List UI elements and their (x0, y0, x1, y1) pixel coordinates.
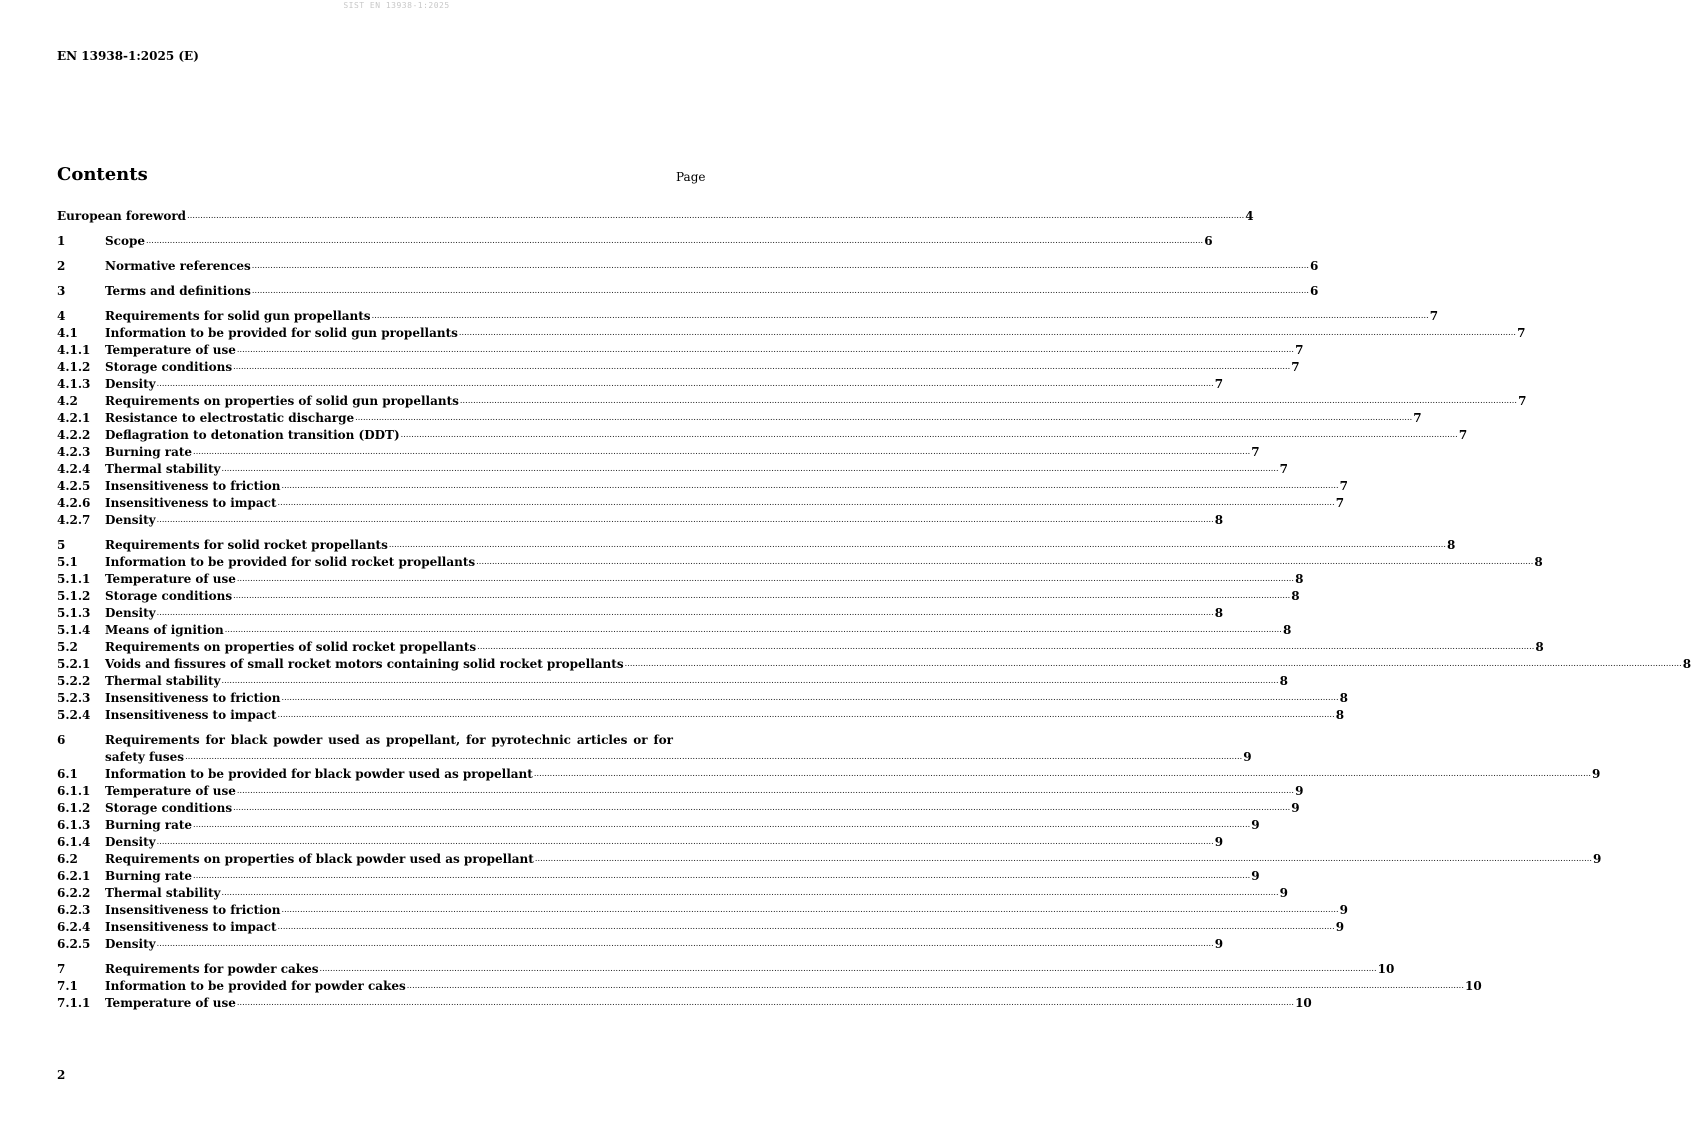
toc-entry-title: Normative references (105, 259, 251, 273)
toc-entry-number: 5.1 (57, 555, 78, 569)
toc-entry-number: 7.1 (57, 979, 78, 993)
toc-leader-dots: ................................................................................................................................................................................................................................................................................................................................................................................................................ (236, 786, 1295, 795)
toc-entry-title: Thermal stability (105, 674, 221, 688)
toc-leader-dots: ................................................................................................................................................................................................................................................................................................................................................................................................................ (534, 854, 1593, 863)
toc-leader-dots: ................................................................................................................................................................................................................................................................................................................................................................................................................ (281, 481, 1339, 490)
toc-entry-page: 7 (1279, 462, 1289, 476)
toc-entry[interactable] (57, 834, 1224, 851)
toc-entry-page: 9 (1593, 852, 1602, 866)
toc-entry-title: Temperature of use (105, 572, 236, 586)
toc-entry-title: Requirements for black powder used as propellant, for pyrotechnic articles or for (105, 733, 673, 747)
toc-entry-number: 6.2.3 (57, 903, 91, 917)
toc-leader-dots: ................................................................................................................................................................................................................................................................................................................................................................................................................ (221, 676, 1279, 685)
page-column-label: Page (676, 170, 706, 184)
toc-entry[interactable] (57, 605, 1224, 622)
toc-entry[interactable] (57, 233, 1213, 250)
toc-entry-number: 5 (57, 538, 66, 552)
toc-entry-number: 5.1.1 (57, 572, 91, 586)
toc-entry-title: Insensitiveness to friction (105, 691, 281, 705)
toc-entry-page: 8 (1214, 513, 1224, 527)
toc-entry-number: 4.2 (57, 394, 78, 408)
toc-entry-page: 9 (1279, 886, 1289, 900)
toc-entry-title: Requirements for powder cakes (105, 962, 319, 976)
toc-entry-page: 9 (1339, 903, 1348, 917)
toc-entry-title-continued: safety fuses (105, 750, 185, 764)
toc-entry[interactable] (57, 588, 1300, 605)
toc-entry-number: 6 (57, 733, 66, 747)
toc-leader-dots: ................................................................................................................................................................................................................................................................................................................................................................................................................ (277, 710, 1335, 719)
toc-entry-number: 6.2 (57, 852, 78, 866)
toc-entry-page: 8 (1291, 589, 1300, 603)
toc-entry-number: 4.2.2 (57, 428, 91, 442)
toc-entry-title: Storage conditions (105, 801, 233, 815)
toc-leader-dots: ................................................................................................................................................................................................................................................................................................................................................................................................................ (406, 981, 1464, 990)
toc-entry-page: 8 (1335, 708, 1345, 722)
toc-entry-number: 7.1.1 (57, 996, 91, 1010)
toc-entry[interactable] (57, 258, 1319, 275)
toc-leader-dots: ................................................................................................................................................................................................................................................................................................................................................................................................................ (400, 430, 1458, 439)
toc-entry-page: 9 (1251, 818, 1260, 832)
toc-entry-page: 7 (1339, 479, 1348, 493)
toc-leader-dots: ................................................................................................................................................................................................................................................................................................................................................................................................................ (277, 922, 1335, 931)
toc-leader-dots: ................................................................................................................................................................................................................................................................................................................................................................................................................ (277, 498, 1335, 507)
toc-entry[interactable] (57, 410, 1422, 427)
toc-entry-number: 7 (57, 962, 66, 976)
toc-entry-page: 7 (1214, 377, 1224, 391)
toc-entry-title: Storage conditions (105, 360, 233, 374)
toc-entry-continuation[interactable] (57, 749, 1252, 766)
toc-entry[interactable] (57, 308, 1439, 325)
toc-entry-page: 9 (1243, 750, 1252, 764)
toc-entry-number: 6.2.5 (57, 937, 91, 951)
toc-entry[interactable] (57, 639, 1544, 656)
toc-entry[interactable] (57, 359, 1300, 376)
toc-entry[interactable] (57, 537, 1456, 554)
toc-leader-dots: ................................................................................................................................................................................................................................................................................................................................................................................................................ (221, 888, 1279, 897)
toc-leader-dots: ................................................................................................................................................................................................................................................................................................................................................................................................................ (533, 769, 1591, 778)
toc-entry-title: Insensitiveness to friction (105, 903, 281, 917)
toc-entry-title: Burning rate (105, 869, 193, 883)
toc-entry-page: 9 (1291, 801, 1300, 815)
toc-entry-title: Temperature of use (105, 343, 236, 357)
toc-entry-page: 8 (1295, 572, 1304, 586)
toc-entry-title: Requirements on properties of solid gun propellants (105, 394, 459, 408)
toc-entry-page: 9 (1335, 920, 1345, 934)
toc-entry-number: 6.1 (57, 767, 78, 781)
toc-entry-title: Density (105, 513, 156, 527)
toc-entry-title: Insensitiveness to impact (105, 496, 277, 510)
toc-entry-title: Burning rate (105, 445, 193, 459)
toc-entry[interactable] (57, 376, 1224, 393)
page-number: 2 (57, 1068, 66, 1082)
toc-entry-page: 8 (1279, 674, 1289, 688)
toc-entry[interactable] (57, 461, 1289, 478)
toc-leader-dots: ................................................................................................................................................................................................................................................................................................................................................................................................................ (233, 362, 1291, 371)
toc-entry-number: 5.2.2 (57, 674, 91, 688)
toc-leader-dots: ................................................................................................................................................................................................................................................................................................................................................................................................................ (187, 211, 1245, 220)
toc-entry[interactable] (57, 393, 1527, 410)
toc-entry-page: 4 (1245, 209, 1254, 223)
watermark: SIST EN 13938-1:2025 (343, 1, 450, 10)
toc-leader-dots: ................................................................................................................................................................................................................................................................................................................................................................................................................ (281, 693, 1339, 702)
toc-entry-title: Requirements for solid gun propellants (105, 309, 371, 323)
toc-leader-dots: ................................................................................................................................................................................................................................................................................................................................................................................................................ (236, 574, 1295, 583)
toc-entry-multiline[interactable] (57, 732, 673, 749)
toc-entry-page: 10 (1464, 979, 1482, 993)
toc-entry-page: 8 (1214, 606, 1224, 620)
toc-entry-title: European foreword (57, 209, 187, 223)
toc-entry-title: Density (105, 606, 156, 620)
toc-leader-dots: ................................................................................................................................................................................................................................................................................................................................................................................................................ (281, 905, 1339, 914)
toc-entry-number: 2 (57, 259, 66, 273)
toc-entry-page: 7 (1295, 343, 1304, 357)
toc-entry[interactable] (57, 800, 1300, 817)
toc-entry[interactable] (57, 885, 1289, 902)
toc-leader-dots: ................................................................................................................................................................................................................................................................................................................................................................................................................ (233, 803, 1291, 812)
toc-leader-dots: ................................................................................................................................................................................................................................................................................................................................................................................................................ (156, 939, 1214, 948)
toc-entry[interactable] (57, 325, 1526, 342)
toc-entry-number: 6.1.2 (57, 801, 91, 815)
toc-leader-dots: ................................................................................................................................................................................................................................................................................................................................................................................................................ (156, 515, 1214, 524)
toc-entry-page: 6 (1204, 234, 1213, 248)
toc-entry-page: 7 (1251, 445, 1260, 459)
toc-entry-number: 5.2.3 (57, 691, 91, 705)
toc-entry-number: 4 (57, 309, 66, 323)
toc-leader-dots: ................................................................................................................................................................................................................................................................................................................................................................................................................ (355, 413, 1413, 422)
toc-entry-number: 4.2.1 (57, 411, 91, 425)
toc-entry[interactable] (57, 690, 1348, 707)
toc-entry[interactable] (57, 673, 1289, 690)
toc-leader-dots: ................................................................................................................................................................................................................................................................................................................................................................................................................ (233, 591, 1291, 600)
toc-leader-dots: ................................................................................................................................................................................................................................................................................................................................................................................................................ (156, 837, 1214, 846)
toc-entry-title: Information to be provided for solid rocket propellants (105, 555, 476, 569)
toc-leader-dots: ................................................................................................................................................................................................................................................................................................................................................................................................................ (221, 464, 1279, 473)
toc-entry-title: Requirements on properties of solid rocket propellants (105, 640, 477, 654)
toc-entry-number: 5.1.3 (57, 606, 91, 620)
toc-entry-title: Requirements on properties of black powder used as propellant (105, 852, 534, 866)
toc-entry-number: 3 (57, 284, 66, 298)
toc-entry-number: 4.1 (57, 326, 78, 340)
toc-entry-page: 8 (1682, 657, 1691, 671)
toc-entry-title: Insensitiveness to friction (105, 479, 281, 493)
toc-entry-page: 7 (1413, 411, 1422, 425)
toc-entry-title: Resistance to electrostatic discharge (105, 411, 355, 425)
toc-entry-title: Means of ignition (105, 623, 224, 637)
toc-entry-page: 6 (1309, 259, 1319, 273)
toc-entry-title: Density (105, 937, 156, 951)
toc-entry-number: 5.1.4 (57, 623, 91, 637)
toc-entry-page: 9 (1214, 937, 1224, 951)
toc-entry[interactable] (57, 919, 1345, 936)
toc-entry[interactable] (57, 961, 1395, 978)
toc-entry[interactable] (57, 444, 1260, 461)
toc-entry-page: 7 (1291, 360, 1300, 374)
contents-title: Contents (57, 164, 148, 185)
toc-entry-number: 6.1.3 (57, 818, 91, 832)
toc-leader-dots: ................................................................................................................................................................................................................................................................................................................................................................................................................ (156, 608, 1214, 617)
toc-entry-page: 8 (1282, 623, 1292, 637)
toc-entry[interactable] (57, 283, 1319, 300)
toc-entry[interactable] (57, 902, 1348, 919)
toc-entry[interactable] (57, 512, 1224, 529)
toc-entry-number: 4.1.3 (57, 377, 91, 391)
toc-entry-title: Thermal stability (105, 462, 221, 476)
toc-leader-dots: ................................................................................................................................................................................................................................................................................................................................................................................................................ (371, 311, 1429, 320)
toc-entry[interactable] (57, 817, 1260, 834)
toc-leader-dots: ................................................................................................................................................................................................................................................................................................................................................................................................................ (251, 286, 1310, 295)
toc-leader-dots: ................................................................................................................................................................................................................................................................................................................................................................................................................ (476, 557, 1534, 566)
toc-entry-number: 6.2.4 (57, 920, 91, 934)
toc-entry-number: 4.2.7 (57, 513, 91, 527)
toc-entry-page: 10 (1295, 996, 1312, 1010)
toc-entry-page: 7 (1429, 309, 1439, 323)
toc-entry-title: Information to be provided for powder cakes (105, 979, 406, 993)
toc-entry-number: 4.2.3 (57, 445, 91, 459)
toc-entry[interactable] (57, 427, 1468, 444)
toc-leader-dots: ................................................................................................................................................................................................................................................................................................................................................................................................................ (185, 752, 1243, 761)
toc-entry[interactable] (57, 478, 1348, 495)
toc-entry-number: 4.2.6 (57, 496, 91, 510)
toc-entry-title: Density (105, 835, 156, 849)
toc-leader-dots: ................................................................................................................................................................................................................................................................................................................................................................................................................ (624, 659, 1682, 668)
toc-entry-page: 7 (1458, 428, 1468, 442)
toc-entry-page: 7 (1335, 496, 1345, 510)
toc-entry-title: Temperature of use (105, 784, 236, 798)
toc-entry-page: 9 (1592, 767, 1601, 781)
toc-leader-dots: ................................................................................................................................................................................................................................................................................................................................................................................................................ (146, 236, 1204, 245)
toc-leader-dots: ................................................................................................................................................................................................................................................................................................................................................................................................................ (156, 379, 1214, 388)
toc-entry-number: 5.2 (57, 640, 78, 654)
toc-entry-page: 9 (1214, 835, 1224, 849)
toc-entry-title: Deflagration to detonation transition (DDT) (105, 428, 400, 442)
document-id-header: EN 13938-1:2025 (E) (57, 49, 199, 63)
toc-entry-page: 6 (1310, 284, 1319, 298)
toc-entry-title: Information to be provided for solid gun propellants (105, 326, 458, 340)
toc-entry[interactable] (57, 554, 1543, 571)
toc-entry-title: Density (105, 377, 156, 391)
toc-leader-dots: ................................................................................................................................................................................................................................................................................................................................................................................................................ (193, 447, 1251, 456)
toc-entry-title: Scope (105, 234, 146, 248)
toc-leader-dots: ................................................................................................................................................................................................................................................................................................................................................................................................................ (236, 345, 1295, 354)
toc-entry-number: 4.1.2 (57, 360, 91, 374)
toc-leader-dots: ................................................................................................................................................................................................................................................................................................................................................................................................................ (236, 998, 1295, 1007)
toc-entry-page: 7 (1518, 394, 1527, 408)
toc-entry[interactable] (57, 766, 1601, 783)
toc-entry-page: 7 (1517, 326, 1526, 340)
toc-entry-title: Voids and fissures of small rocket motors containing solid rocket propellants (105, 657, 624, 671)
toc-leader-dots: ................................................................................................................................................................................................................................................................................................................................................................................................................ (224, 625, 1282, 634)
toc-entry-title: Terms and definitions (105, 284, 251, 298)
toc-entry-title: Requirements for solid rocket propellants (105, 538, 388, 552)
toc-entry-page: 10 (1377, 962, 1395, 976)
toc-leader-dots: ................................................................................................................................................................................................................................................................................................................................................................................................................ (459, 396, 1518, 405)
toc-entry-title: Temperature of use (105, 996, 236, 1010)
toc-entry-title: Insensitiveness to impact (105, 708, 277, 722)
toc-entry[interactable] (57, 622, 1292, 639)
toc-entry-page: 8 (1534, 555, 1543, 569)
toc-entry-number: 5.2.1 (57, 657, 91, 671)
toc-entry-page: 9 (1251, 869, 1260, 883)
table-of-contents (57, 208, 1691, 1012)
toc-entry-number: 6.2.2 (57, 886, 91, 900)
toc-entry-title: Information to be provided for black powder used as propellant (105, 767, 533, 781)
toc-entry-page: 8 (1535, 640, 1544, 654)
toc-entry-page: 8 (1339, 691, 1348, 705)
toc-leader-dots: ................................................................................................................................................................................................................................................................................................................................................................................................................ (319, 964, 1377, 973)
toc-entry[interactable] (57, 783, 1304, 800)
toc-entry[interactable] (57, 978, 1482, 995)
toc-entry-page: 8 (1447, 538, 1456, 552)
toc-entry-title: Storage conditions (105, 589, 233, 603)
toc-entry[interactable] (57, 851, 1602, 868)
toc-leader-dots: ................................................................................................................................................................................................................................................................................................................................................................................................................ (193, 820, 1251, 829)
toc-entry-number: 4.1.1 (57, 343, 91, 357)
toc-entry-number: 6.2.1 (57, 869, 91, 883)
toc-entry[interactable] (57, 208, 1254, 225)
toc-entry-title: Insensitiveness to impact (105, 920, 277, 934)
toc-entry[interactable] (57, 656, 1691, 673)
toc-entry-number: 4.2.5 (57, 479, 91, 493)
toc-entry-number: 1 (57, 234, 66, 248)
toc-entry[interactable] (57, 868, 1260, 885)
toc-leader-dots: ................................................................................................................................................................................................................................................................................................................................................................................................................ (458, 328, 1517, 337)
toc-leader-dots: ................................................................................................................................................................................................................................................................................................................................................................................................................ (251, 261, 1309, 270)
toc-entry-number: 5.1.2 (57, 589, 91, 603)
toc-entry-title: Thermal stability (105, 886, 221, 900)
toc-entry-page: 9 (1295, 784, 1304, 798)
toc-leader-dots: ................................................................................................................................................................................................................................................................................................................................................................................................................ (477, 642, 1535, 651)
toc-leader-dots: ................................................................................................................................................................................................................................................................................................................................................................................................................ (193, 871, 1251, 880)
toc-entry[interactable] (57, 342, 1304, 359)
toc-entry[interactable] (57, 707, 1345, 724)
toc-entry[interactable] (57, 571, 1304, 588)
toc-entry-number: 5.2.4 (57, 708, 91, 722)
toc-entry-number: 6.1.4 (57, 835, 91, 849)
toc-entry-number: 4.2.4 (57, 462, 91, 476)
toc-entry[interactable] (57, 936, 1224, 953)
toc-entry-number: 6.1.1 (57, 784, 91, 798)
toc-leader-dots: ................................................................................................................................................................................................................................................................................................................................................................................................................ (388, 540, 1447, 549)
toc-entry[interactable] (57, 995, 1312, 1012)
toc-entry-title: Burning rate (105, 818, 193, 832)
toc-entry[interactable] (57, 495, 1345, 512)
